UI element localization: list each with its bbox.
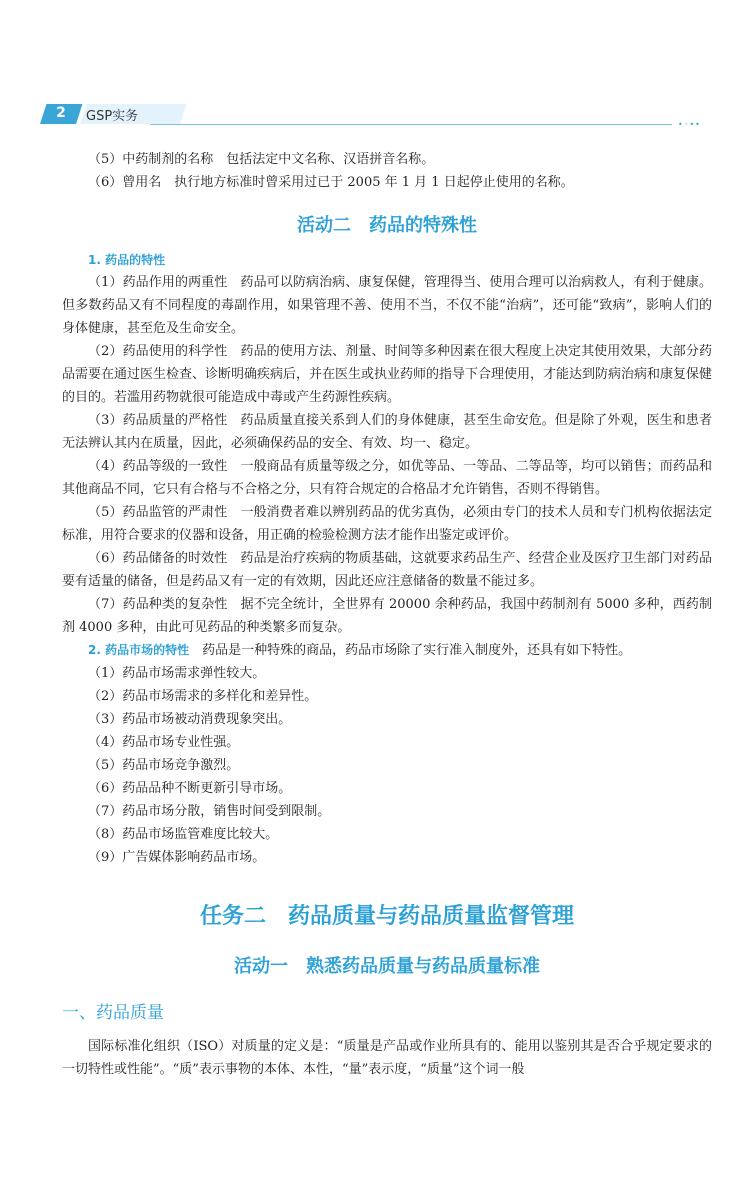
market-item: （4）药品市场专业性强。 <box>88 735 240 750</box>
book-title: GSP实务 <box>86 109 139 124</box>
subsection-heading: 2. 药品市场的特性 <box>88 643 190 657</box>
market-item: （3）药品市场被动消费现象突出。 <box>88 712 292 727</box>
intro-item: （6）曾用名 执行地方标准时曾采用过已于 2005 年 1 月 1 日起停止使用的名称。 <box>88 175 574 190</box>
market-item: （8）药品市场监管难度比较大。 <box>88 827 279 842</box>
characteristic-paragraph: （5）药品监管的严肃性 一般消费者难以辨别药品的优劣真伪，必须由专门的技术人员和专门机构依据法定标准，用符合要求的仪器和设备，用正确的检验检测方法才能作出鉴定或评价。 <box>62 505 712 543</box>
section-heading: 一、药品质量 <box>62 1003 164 1023</box>
market-intro-text: 药品是一种特殊的商品，药品市场除了实行准入制度外，还具有如下特性。 <box>189 643 632 658</box>
page-header <box>40 104 708 129</box>
characteristic-paragraph: （7）药品种类的复杂性 据不完全统计，全世界有 20000 余种药品，我国中药制剂有 5000 多种，西药制剂 4000 多种，由此可见药品的种类繁多而复杂。 <box>62 597 712 635</box>
market-item: （9）广告媒体影响药品市场。 <box>88 850 266 865</box>
page-number: 2 <box>56 105 66 121</box>
task-heading: 任务二 药品质量与药品质量监督管理 <box>199 904 574 929</box>
activity-heading: 活动二 药品的特殊性 <box>297 215 477 236</box>
header-rule <box>150 124 672 125</box>
market-item: （1）药品市场需求弹性较大。 <box>88 666 266 681</box>
subsection-heading: 1. 药品的特性 <box>88 253 166 267</box>
market-item: （2）药品市场需求的多样化和差异性。 <box>88 689 318 704</box>
market-item: （7）药品市场分散，销售时间受到限制。 <box>88 804 331 819</box>
characteristic-paragraph: （4）药品等级的一致性 一般商品有质量等级之分，如优等品、一等品、二等品等，均可以销售；而药品和其他商品不同，它只有合格与不合格之分，只有符合规定的合格品才允许销售，否则不得销售。 <box>62 459 712 497</box>
market-item: （6）药品品种不断更新引导市场。 <box>88 781 292 796</box>
page-body <box>62 148 712 1081</box>
market-item: （5）药品市场竞争激烈。 <box>88 758 240 773</box>
activity-heading: 活动一 熟悉药品质量与药品质量标准 <box>234 956 540 977</box>
characteristic-paragraph: （6）药品储备的时效性 药品是治疗疾病的物质基础，这就要求药品生产、经营企业及医疗卫生部门对药品要有适量的储备，但是药品又有一定的有效期，因此还应注意储备的数量不能过多。 <box>62 551 712 589</box>
characteristic-paragraph: （3）药品质量的严格性 药品质量直接关系到人们的身体健康，甚至生命安危。但是除了外观，医生和患者无法辨认其内在质量，因此，必须确保药品的安全、有效、均一、稳定。 <box>62 413 712 451</box>
characteristic-paragraph: （2）药品使用的科学性 药品的使用方法、剂量、时间等多种因素在很大程度上决定其使用效果，大部分药品需要在通过医生检查、诊断明确疾病后，并在医生或执业药师的指导下合理使用，才能达到防病治病和康复保健的目的。若滥用药物就很可能造成中毒或产生药源性疾病。 <box>62 344 713 405</box>
intro-item: （5）中药制剂的名称 包括法定中文名称、汉语拼音名称。 <box>88 152 435 167</box>
header-dots: •◦•• <box>678 120 701 129</box>
body-paragraph: 国际标准化组织（ISO）对质量的定义是：“质量是产品或作业所具有的、能用以鉴别其是否合乎规定要求的一切特性或性能”。“质”表示事物的本体、本性，“量”表示度，“质量”这个词一般 <box>62 1039 712 1077</box>
market-intro-paragraph <box>62 639 712 662</box>
characteristic-paragraph: （1）药品作用的两重性 药品可以防病治病、康复保健，管理得当、使用合理可以治病救人，有利于健康。但多数药品又有不同程度的毒副作用，如果管理不善、使用不当，不仅不能“治病”，还可能“致病”，影响人们的身体健康，甚至危及生命安全。 <box>62 275 712 336</box>
